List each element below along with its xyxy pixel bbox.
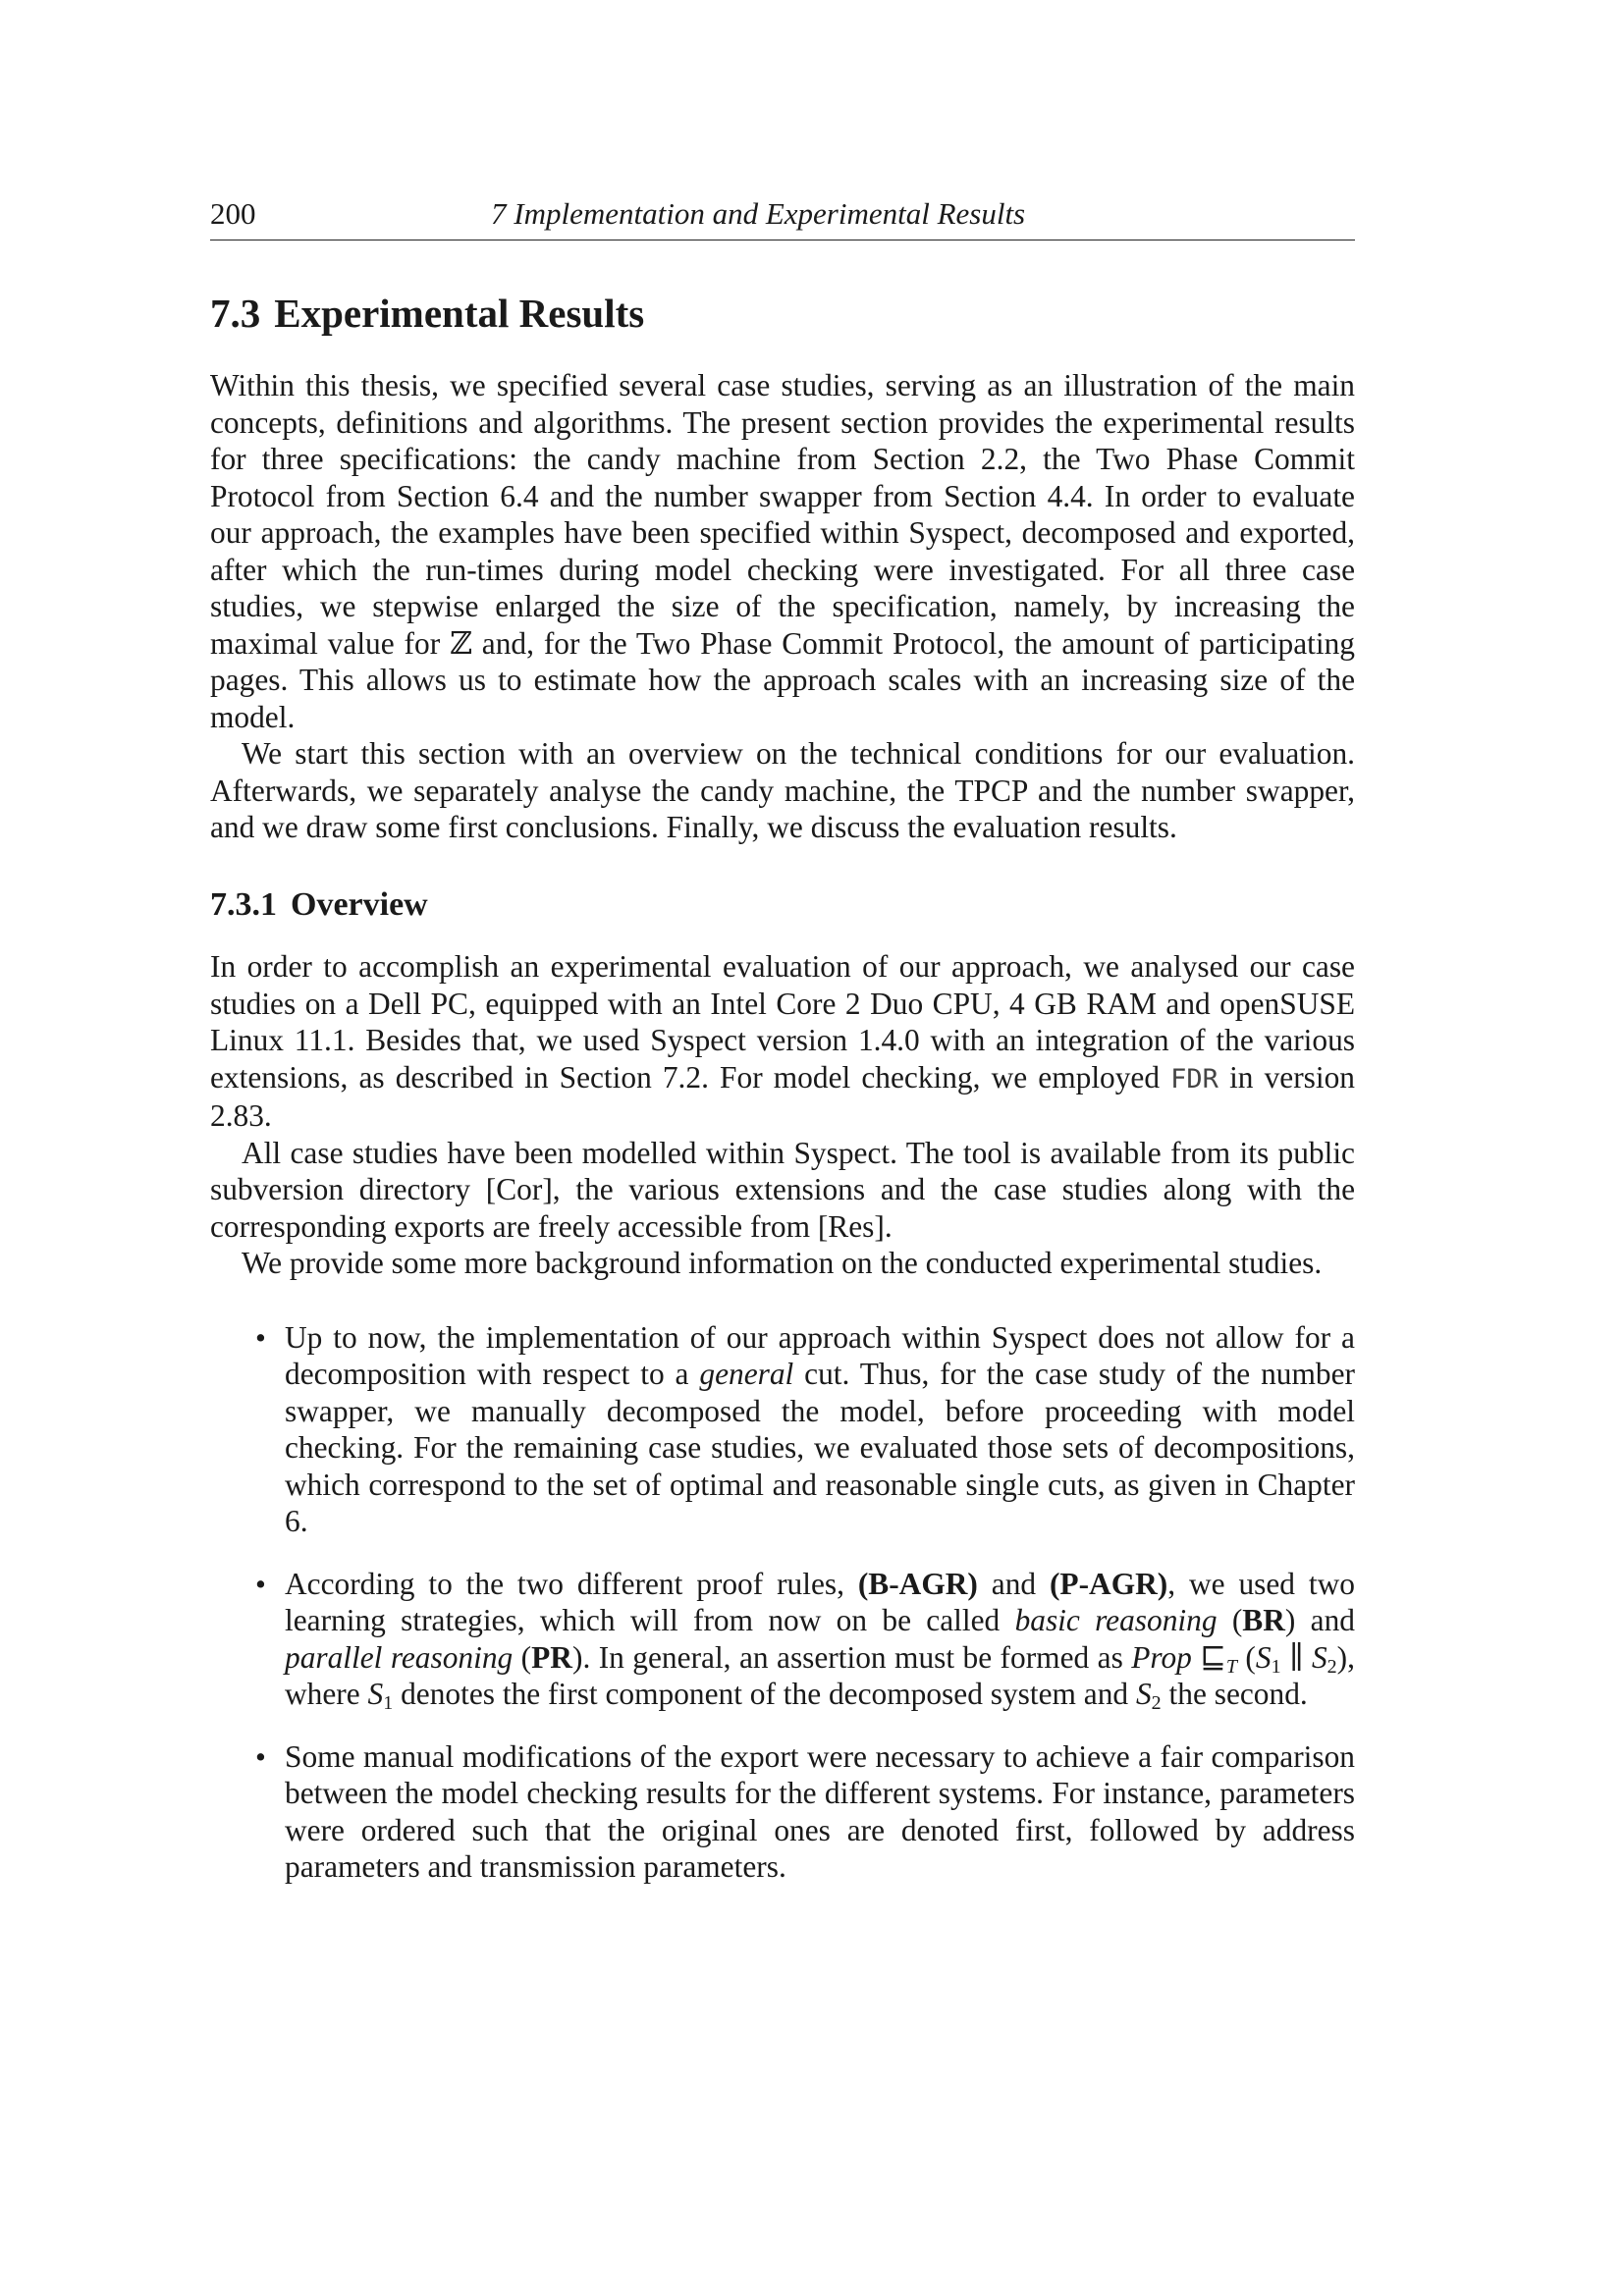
subsection-heading <box>210 885 1355 926</box>
abbr-pr: PR <box>531 1639 572 1675</box>
section-number: 7.3 <box>210 291 261 336</box>
bullet-1-pre: Up to now, the implementation of our approach within Syspect does not allow for a decomposition with respect to a <box>285 1319 1355 1392</box>
bullet-text-2: According to the two different proof rules, (B-AGR) and (P-AGR), we used two learning strategies, which will from now on be called basic reasoning (BR) and parallel reasoning (PR). In general, an assertion must be formed as Prop $⊑_T$ ($S_1$ ∥ $S_2$), where $S_1$ denotes the first component of the decomposed system and $S_2$ the second. <box>285 1566 1355 1715</box>
bullet-text-1 <box>285 1319 1355 1540</box>
term-parallel-reasoning: parallel reasoning <box>285 1639 514 1675</box>
abbr-br: BR <box>1242 1603 1285 1638</box>
overview-paragraph-1 <box>210 948 1355 1135</box>
bullet-item-2 <box>255 1566 1355 1715</box>
math-refines: ⊑ <box>1200 1639 1226 1675</box>
math-refines-subscript: T <box>1225 1655 1237 1678</box>
intro-paragraph-2: We start this section with an overview on the technical conditions for our evaluation. Afterwards, we separately analyse the candy machine, the TPCP and the number swapper, and we draw some first conclusions. Finally, we discuss the evaluation results. <box>210 736 1355 845</box>
term-basic-reasoning: basic reasoning <box>1014 1603 1218 1638</box>
math-subscript: 1 <box>1271 1655 1281 1678</box>
section-heading <box>210 290 1355 338</box>
math-parallel: ∥ <box>1289 1639 1304 1675</box>
bullet-2-text: and <box>991 1566 1037 1601</box>
overview-p1-text: In order to accomplish an experimental evaluation of our approach, we analysed our case studies on a Dell PC, equipped with an Intel Core 2 Duo CPU, 4 GB RAM and openSUSE Linux 11.1. Besides that, we used Syspect version 1.4.0 with an integration of the various extensions, as described in Section 7.2. For model checking, we employed <box>210 949 1355 1095</box>
bullet-2-text: , we used two learning strategies, which will from now on be called <box>285 1566 1355 1638</box>
overview-paragraph-3: We provide some more background information on the conducted experimental studies. <box>242 1246 1323 1281</box>
bullet-item-1 <box>255 1319 1355 1540</box>
bullet-list <box>210 1319 1355 1886</box>
bullet-2-text: According to the two different proof rules, <box>285 1566 844 1601</box>
subsection-title: Overview <box>291 885 428 923</box>
chapter-title: 7 Implementation and Experimental Results <box>491 196 1026 231</box>
math-subscript: 2 <box>1151 1692 1162 1715</box>
bullet-1-emphasis: general <box>699 1357 794 1392</box>
math-s: S <box>1135 1677 1152 1712</box>
page-number: 200 <box>210 196 256 231</box>
bullet-icon: • <box>255 1566 266 1601</box>
bullet-2-text: ), where <box>285 1639 1355 1712</box>
math-s: S <box>1255 1639 1272 1675</box>
proof-rule-b-agr: (B-AGR) <box>857 1566 978 1601</box>
math-subscript: 2 <box>1326 1655 1337 1678</box>
math-subscript: 1 <box>383 1692 394 1715</box>
math-prop: Prop <box>1131 1639 1192 1675</box>
math-s: S <box>1311 1639 1327 1675</box>
bullet-2-text: the second. <box>1168 1677 1308 1712</box>
bullet-icon: • <box>255 1738 266 1774</box>
bullet-text-3: Some manual modifications of the export were necessary to achieve a fair comparison between the model checking results for the different systems. For instance, parameters were ordered such that the original ones are denoted first, followed by address parameters and transmission parameters. <box>285 1738 1355 1885</box>
math-s: S <box>367 1677 384 1712</box>
bullet-2-text: and <box>1310 1603 1355 1638</box>
section-title: Experimental Results <box>274 291 645 336</box>
bullet-item-3 <box>255 1738 1355 1886</box>
page <box>210 192 1355 1911</box>
proof-rule-p-agr: (P-AGR) <box>1049 1566 1168 1601</box>
overview-paragraph-2: All case studies have been modelled within Syspect. The tool is available from its public subversion directory [Cor], the various extensions and the case studies along with the corresponding exports are freely accessible from [Res]. <box>210 1135 1355 1244</box>
intro-paragraph-1: Within this thesis, we specified several case studies, serving as an illustration of the main concepts, definitions and algorithms. The present section provides the experimental results for three specifications: the candy machine from Section 2.2, the Two Phase Commit Protocol from Section 6.4 and the number swapper from Section 4.4. In order to evaluate our approach, the examples have been specified within Syspect, decomposed and exported, after which the run-times during model checking were investigated. For all three case studies, we stepwise enlarged the size of the specification, namely, by increasing the maximal value for ℤ and, for the Two Phase Commit Protocol, the amount of participating pages. This allows us to estimate how the approach scales with an increasing size of the model. <box>210 368 1355 734</box>
bullet-1-post: cut. Thus, for the case study of the number swapper, we manually decomposed the model, before proceeding with model checking. For the remaining case studies, we evaluated those sets of decompositions, which correspond to the set of optimal and reasonable single cuts, as given in Chapter 6. <box>285 1357 1355 1539</box>
tool-name: FDR <box>1170 1063 1218 1095</box>
bullet-2-text: . In general, an assertion must be formed as <box>582 1639 1123 1675</box>
bullet-icon: • <box>255 1319 266 1355</box>
running-head <box>210 192 1355 240</box>
bullet-2-text: denotes the first component of the decomposed system and <box>401 1677 1129 1712</box>
overview-p1-tail: in version 2.83. <box>210 1059 1355 1134</box>
subsection-number: 7.3.1 <box>210 885 277 923</box>
